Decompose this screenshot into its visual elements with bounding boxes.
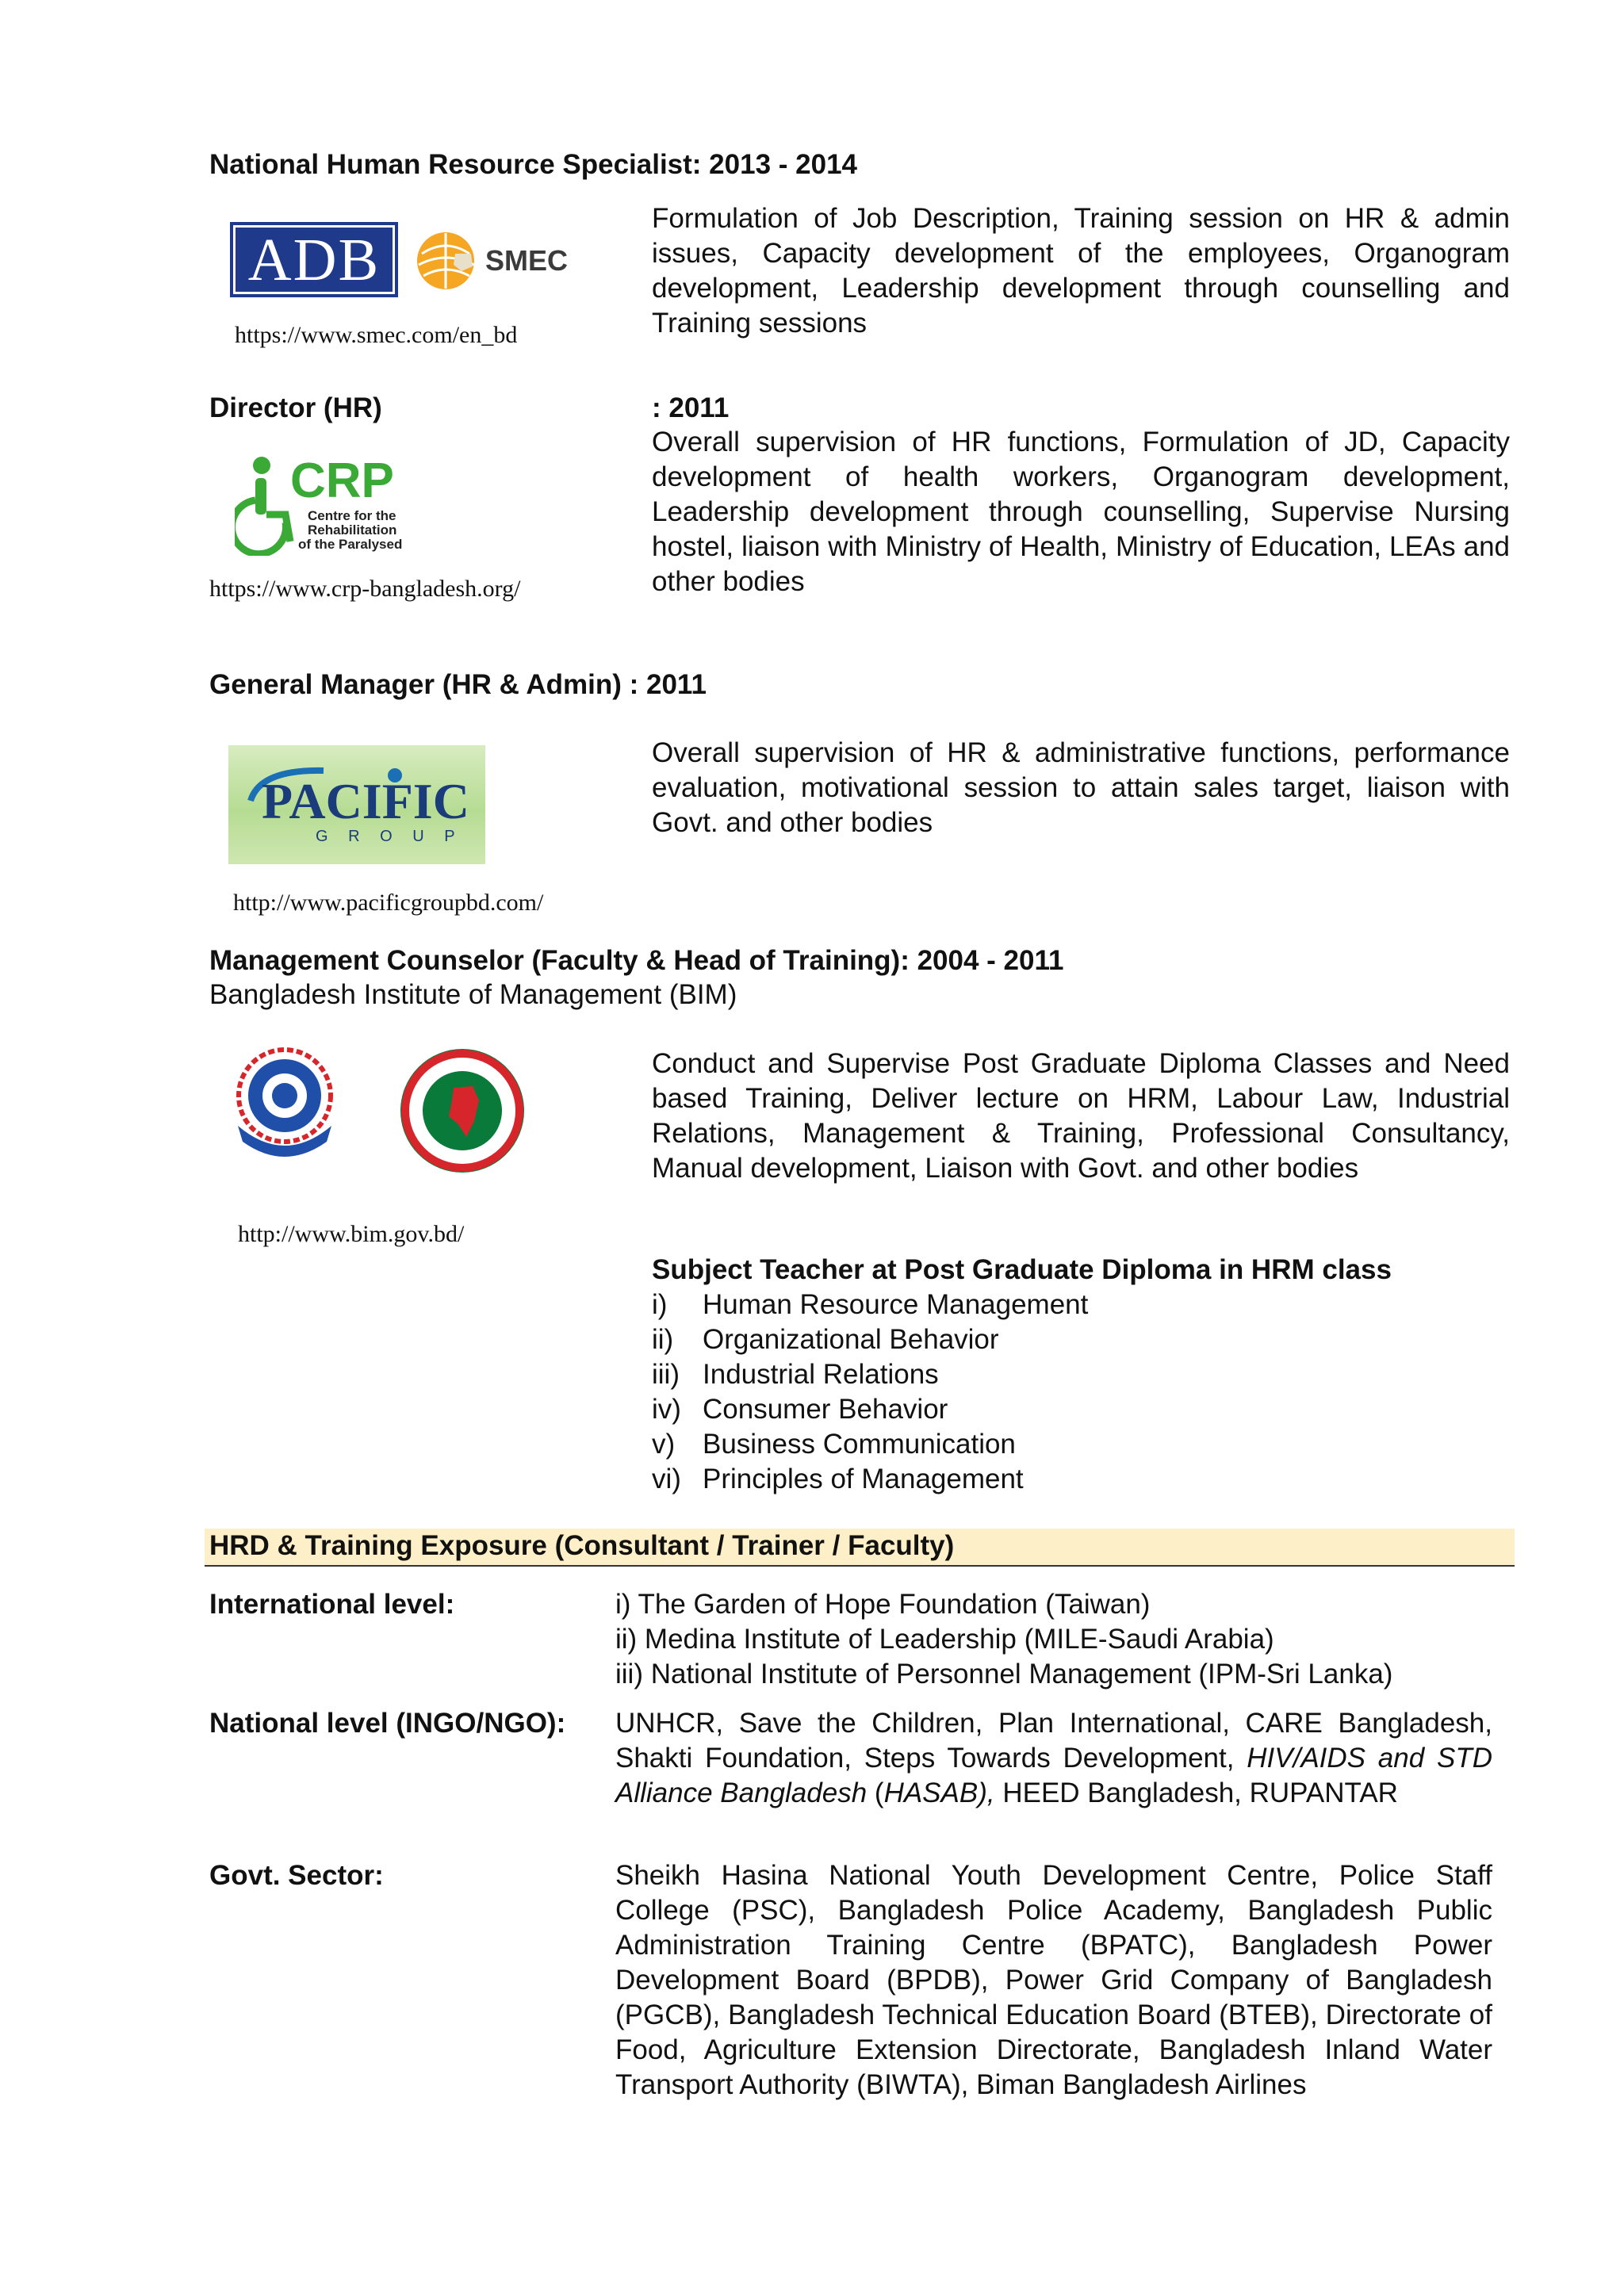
job2-title: Director (HR) — [209, 392, 382, 423]
list-item: i) The Garden of Hope Foundation (Taiwan) — [615, 1589, 1151, 1620]
job2-year: : 2011 — [652, 392, 730, 423]
job4-description: Conduct and Supervise Post Graduate Diploma Classes and Need based Training, Deliver lecture on HRM, Labour Law, Industrial Relations, Management & Training, Professional Consultancy, Manual development, Liaison with Govt. and other bodies — [652, 1048, 1510, 1184]
bangladesh-govt-seal — [400, 1048, 525, 1173]
hrd-section-header — [205, 1529, 1515, 1567]
job4-organization: Bangladesh Institute of Management (BIM) — [209, 979, 737, 1010]
pacific-logo-text: PACIFIC — [262, 773, 469, 829]
list-item: iii) Industrial Relations — [652, 1359, 939, 1390]
national-text: UNHCR, Save the Children, Plan International, CARE Bangladesh, Shakti Foundation, Steps Towards Development, HIV/AIDS and STD Alliance Bangladesh (HASAB), HEED Bangladesh, RUPANTAR — [615, 1708, 1492, 1808]
crp-logo-sub1: Centre for the — [308, 508, 396, 523]
international-label: International level: — [209, 1589, 455, 1620]
smec-url[interactable]: https://www.smec.com/en_bd — [235, 322, 518, 348]
crp-logo-sub2: Rehabilitation — [308, 522, 397, 538]
pacific-logo-sub: G R O U P — [316, 828, 463, 845]
smec-logo — [414, 230, 569, 292]
list-item: ii) Organizational Behavior — [652, 1324, 999, 1355]
job1-title: National Human Resource Specialist: 2013 - 2014 — [209, 149, 857, 180]
wheelchair-icon — [235, 454, 298, 556]
subject-heading: Subject Teacher at Post Graduate Diploma in HRM class — [652, 1254, 1392, 1285]
smec-globe-icon — [414, 230, 481, 292]
bim-emblem — [233, 1047, 336, 1162]
crp-logo-text: CRP — [290, 453, 394, 508]
list-item: iv) Consumer Behavior — [652, 1394, 948, 1425]
job1-description: Formulation of Job Description, Training session on HR & admin issues, Capacity development of the employees, Organogram development, Leadership development through counselling and Training sessions — [652, 203, 1510, 339]
international-list — [615, 1587, 1392, 1692]
crp-url[interactable]: https://www.crp-bangladesh.org/ — [209, 576, 521, 602]
adb-logo-text: ADB — [247, 227, 381, 293]
govt-text: Sheikh Hasina National Youth Development Centre, Police Staff College (PSC), Bangladesh Police Academy, Bangladesh Public Administration Training Centre (BPATC), Bangladesh Power Development Board (BPDB), Power Grid Company of Bangladesh (PGCB), Bangladesh Technical Education Board (BTEB), Directorate of Food, Agriculture Extension Directorate, Bangladesh Inland Water Transport Authority (BIWTA), Biman Bangladesh Airlines — [615, 1860, 1492, 2100]
job2-description: Overall supervision of HR functions, Formulation of JD, Capacity development of health workers, Organogram development, Leadership development through counselling, Supervise Nursing hostel, liaison with Ministry of Health, Ministry of Education, LEAs and other bodies — [652, 427, 1510, 597]
subject-list — [652, 1288, 1088, 1497]
list-item: i) Human Resource Management — [652, 1289, 1089, 1320]
govt-label: Govt. Sector: — [209, 1860, 384, 1891]
crp-logo — [235, 454, 425, 556]
smec-logo-text: SMEC — [485, 244, 569, 277]
hrd-heading: HRD & Training Exposure (Consultant / Trainer / Faculty) — [209, 1530, 955, 1561]
list-item: vi) Principles of Management — [652, 1464, 1024, 1494]
national-label: National level (INGO/NGO): — [209, 1708, 566, 1739]
bim-url[interactable]: http://www.bim.gov.bd/ — [238, 1221, 465, 1247]
list-item: ii) Medina Institute of Leadership (MILE-Saudi Arabia) — [615, 1624, 1274, 1655]
pacific-group-logo — [228, 745, 485, 864]
list-item: v) Business Communication — [652, 1429, 1016, 1460]
crp-logo-sub3: of the Paralysed — [298, 537, 403, 552]
job4-title: Management Counselor (Faculty & Head of Training): 2004 - 2011 — [209, 945, 1064, 976]
job3-description: Overall supervision of HR & administrative functions, performance evaluation, motivational session to attain sales target, liaison with Govt. and other bodies — [652, 737, 1510, 838]
list-item: iii) National Institute of Personnel Management (IPM-Sri Lanka) — [615, 1659, 1393, 1689]
job3-title: General Manager (HR & Admin) : 2011 — [209, 669, 707, 700]
adb-logo — [230, 222, 398, 297]
pacific-url[interactable]: http://www.pacificgroupbd.com/ — [233, 890, 544, 916]
